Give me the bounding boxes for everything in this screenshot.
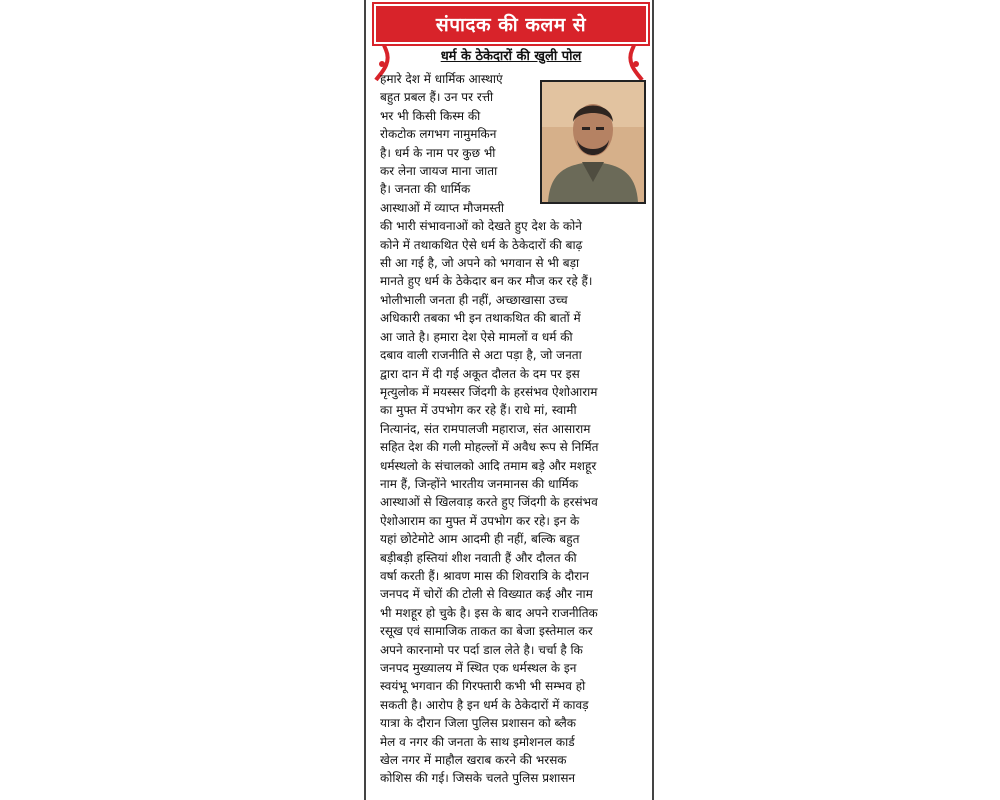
body-line: दबाव वाली राजनीति से अटा पड़ा है, जो जनता (380, 348, 582, 363)
body-line: धर्मस्थलो के संचालको आदि तमाम बड़े और मशहूर (380, 458, 597, 473)
body-line: हमारे देश में धार्मिक आस्थाएं (380, 72, 503, 86)
body-line: अपने कारनामो पर पर्दा डाल लेते है। चर्चा है कि (380, 642, 583, 657)
banner-title: संपादक की कलम से (435, 14, 587, 36)
body-line: जनपद मुख्यालय में स्थित एक धर्मस्थल के इन (380, 661, 577, 675)
body-line: बड़ीबड़ी हस्तियां शीश नवाती हैं और दौलत की (380, 550, 577, 565)
body-line: कर लेना जायज माना जाता (380, 164, 498, 179)
body-line: आस्थाओं से खिलवाड़ करते हुए जिंदगी के हरसंभव (380, 495, 598, 510)
body-line: खेल नगर में माहौल खराब करने की भरसक (380, 753, 567, 768)
body-line: है। जनता की धार्मिक (380, 182, 471, 197)
newspaper-column (364, 0, 654, 800)
body-line: स्वयंभू भगवान की गिरफ्तारी कभी भी सम्भव हो (380, 679, 586, 694)
body-line: मृत्युलोक में मयस्सर जिंदगी के हरसंभव ऐशोआराम (380, 384, 598, 399)
body-line: कोने में तथाकथित ऐसे धर्म के ठेकेदारों की बाढ़ (380, 237, 583, 252)
body-line: का मुफ्त में उपभोग कर रहे हैं। राधे मां, स्वामी (380, 403, 577, 418)
body-line: भी मशहूर हो चुके है। इस के बाद अपने राजनीतिक (380, 605, 598, 620)
body-line: कोशिस की गई। जिसके चलते पुलिस प्रशासन (380, 771, 576, 786)
body-line: रसूख एवं सामाजिक ताकत का बेजा इस्तेमाल कर (380, 624, 593, 639)
body-line: सकती है। आरोप है इन धर्म के ठेकेदारों में कावड़ (380, 697, 589, 712)
body-line: है। धर्म के नाम पर कुछ भी (380, 145, 496, 160)
body-line: यहां छोटेमोटे आम आदमी ही नहीं, बल्कि बहुत (380, 532, 580, 547)
body-line: मेल व नगर की जनता के साथ इमोशनल कार्ड (380, 734, 575, 749)
body-line: आ जाते है। हमारा देश ऐसे मामलों व धर्म की (380, 329, 573, 344)
body-line: यात्रा के दौरान जिला पुलिस प्रशासन को ब्लैक (380, 716, 577, 731)
body-line: भर भी किसी किस्म की (380, 108, 481, 123)
body-line: मानते हुए धर्म के ठेकेदार बन कर मौज कर रहे हैं। (380, 274, 593, 289)
article-headline: धर्म के ठेकेदारों की खुली पोल (440, 49, 582, 64)
body-line: नित्यानंद, संत रामपालजी महाराज, संत आसाराम (380, 421, 591, 436)
body-line: द्वारा दान में दी गई अकूत दौलत के दम पर इस (380, 366, 580, 381)
body-line: सहित देश की गली मोहल्लों में अवैध रूप से निर्मित (380, 440, 599, 455)
body-line: वर्षा करती हैं। श्रावण मास की शिवरात्रि के दौरान (380, 568, 589, 583)
body-line: बहुत प्रबल हैं। उन पर रत्ती (380, 90, 494, 105)
body-line: नाम हैं, जिन्होंने भारतीय जनमानस की धार्मिक (380, 476, 579, 491)
body-line: अधिकारी तबका भी इन तथाकथित की बातों में (380, 311, 581, 326)
article-body (380, 70, 648, 788)
body-line: आस्थाओं में व्याप्त मौजमस्ती (380, 200, 505, 215)
body-line: ऐशोआराम का मुफ्त में उपभोग कर रहे। इन के (380, 513, 580, 528)
body-line: की भारी संभावनाओं को देखते हुए देश के कोने (380, 219, 582, 234)
body-line: सी आ गई है, जो अपने को भगवान से भी बड़ा (380, 256, 580, 271)
section-banner (374, 4, 648, 44)
body-line: रोकटोक लगभग नामुमकिन (380, 127, 497, 142)
body-line: जनपद में चोरों की टोली से विख्यात कई और नाम (380, 587, 593, 602)
body-line: भोलीभाली जनता ही नहीं, अच्छाखासा उच्च (380, 292, 568, 307)
